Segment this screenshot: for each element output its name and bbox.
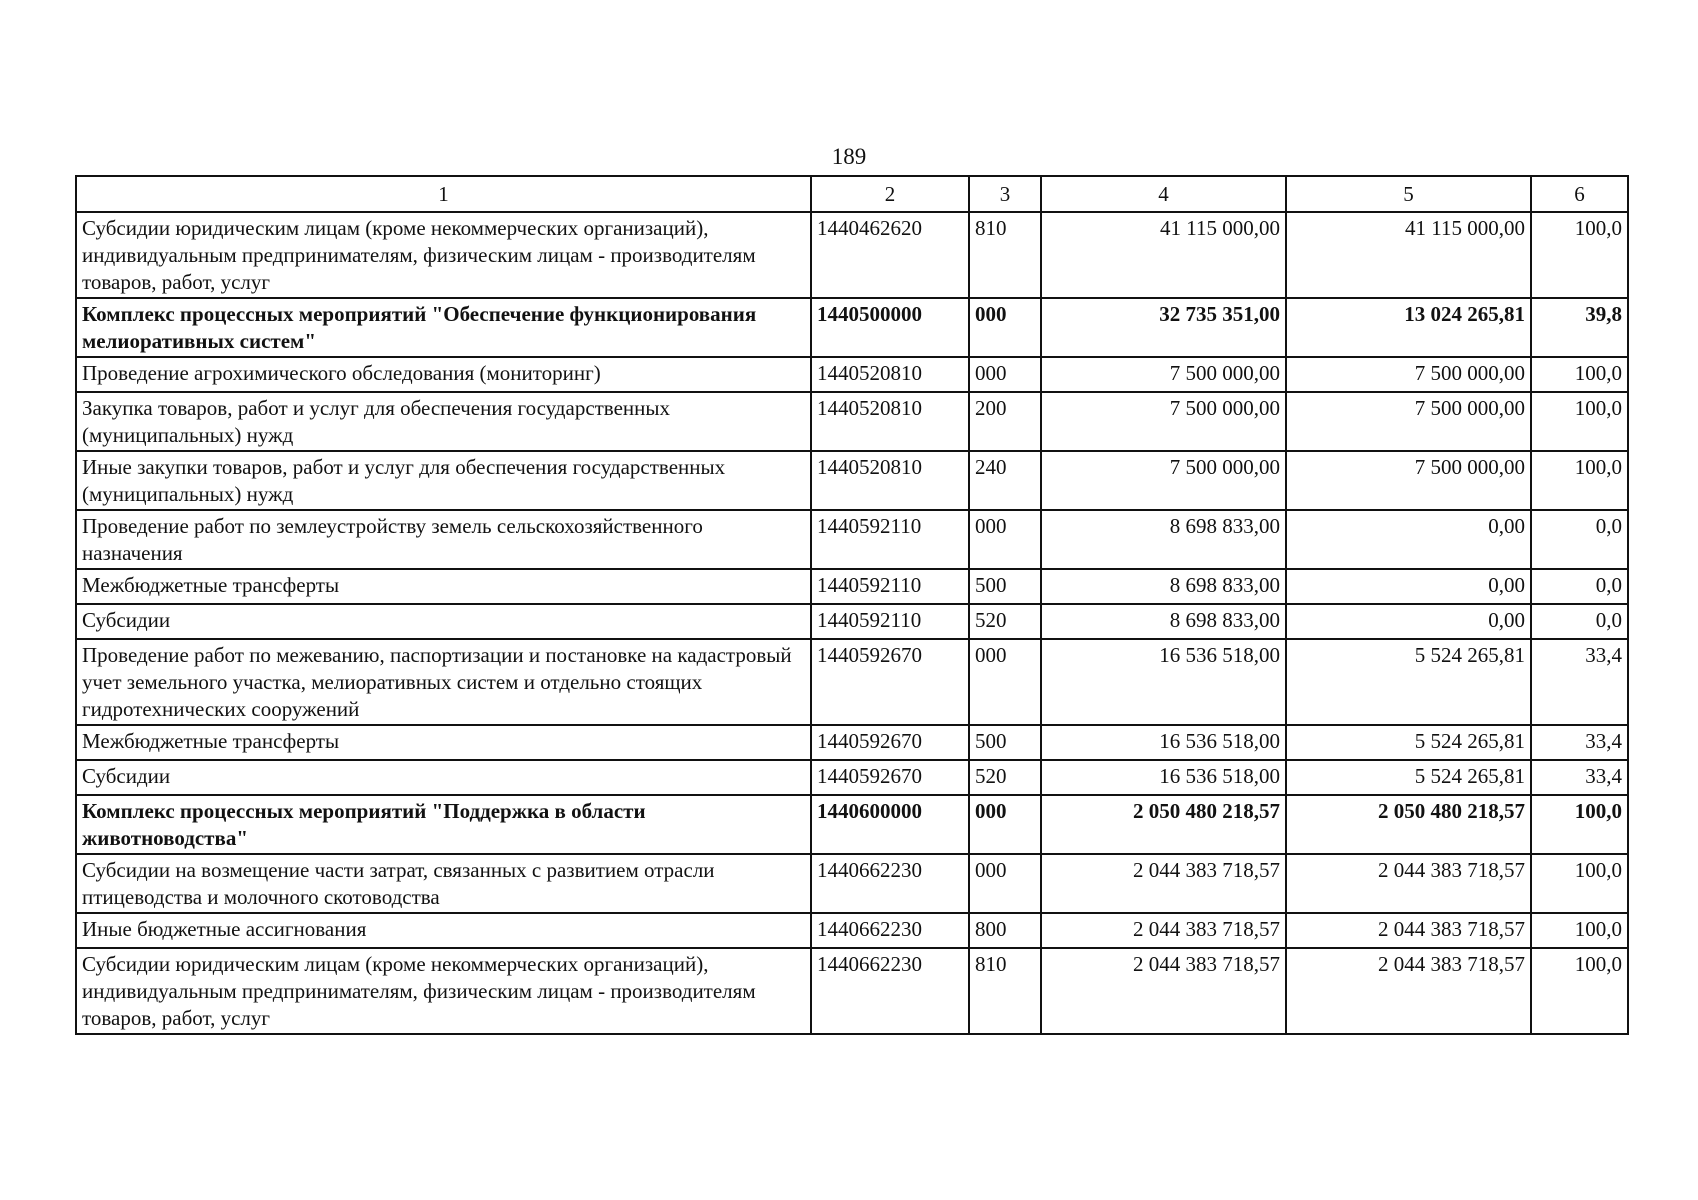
- row-name-cell: Проведение агрохимического обследования (мониторинг): [76, 357, 811, 392]
- row-plan-amount-cell: 7 500 000,00: [1041, 392, 1286, 451]
- row-expense-type-cell: 810: [969, 948, 1041, 1034]
- row-fact-amount-cell: 7 500 000,00: [1286, 451, 1531, 510]
- row-fact-amount-cell: 2 044 383 718,57: [1286, 948, 1531, 1034]
- row-expense-type-cell: 000: [969, 795, 1041, 854]
- table-row: [76, 357, 1628, 392]
- row-name-cell: Межбюджетные трансферты: [76, 569, 811, 604]
- row-percent-cell: 0,0: [1531, 569, 1628, 604]
- row-plan-amount-cell: 2 044 383 718,57: [1041, 948, 1286, 1034]
- table-row: [76, 854, 1628, 913]
- table-row: [76, 451, 1628, 510]
- row-expense-type-cell: 520: [969, 604, 1041, 639]
- row-name-cell: Межбюджетные трансферты: [76, 725, 811, 760]
- row-expense-type-cell: 500: [969, 569, 1041, 604]
- table-row: [76, 510, 1628, 569]
- row-name-cell: Комплекс процессных мероприятий "Поддержка в области животноводства": [76, 795, 811, 854]
- row-code-cell: 1440520810: [811, 392, 969, 451]
- row-plan-amount-cell: 16 536 518,00: [1041, 639, 1286, 725]
- table-body: [76, 212, 1628, 1034]
- row-fact-amount-cell: 0,00: [1286, 604, 1531, 639]
- header-row: [76, 176, 1628, 212]
- row-percent-cell: 0,0: [1531, 510, 1628, 569]
- row-percent-cell: 100,0: [1531, 451, 1628, 510]
- row-fact-amount-cell: 5 524 265,81: [1286, 639, 1531, 725]
- row-code-cell: 1440520810: [811, 357, 969, 392]
- row-name-cell: Иные закупки товаров, работ и услуг для обеспечения государственных (муниципальных) нужд: [76, 451, 811, 510]
- budget-table: [75, 175, 1629, 1035]
- row-expense-type-cell: 810: [969, 212, 1041, 298]
- row-name-cell: Проведение работ по землеустройству земель сельскохозяйственного назначения: [76, 510, 811, 569]
- table-row: [76, 569, 1628, 604]
- row-name-cell: Комплекс процессных мероприятий "Обеспечение функционирования мелиоративных систем": [76, 298, 811, 357]
- table-row: [76, 948, 1628, 1034]
- row-fact-amount-cell: 0,00: [1286, 510, 1531, 569]
- row-fact-amount-cell: 41 115 000,00: [1286, 212, 1531, 298]
- row-expense-type-cell: 000: [969, 357, 1041, 392]
- row-plan-amount-cell: 7 500 000,00: [1041, 357, 1286, 392]
- page-number: 189: [831, 144, 867, 169]
- column-header-4: 4: [1041, 176, 1286, 212]
- row-fact-amount-cell: 13 024 265,81: [1286, 298, 1531, 357]
- row-percent-cell: 100,0: [1531, 392, 1628, 451]
- table-row: [76, 604, 1628, 639]
- row-fact-amount-cell: 2 044 383 718,57: [1286, 854, 1531, 913]
- row-percent-cell: 39,8: [1531, 298, 1628, 357]
- row-fact-amount-cell: 7 500 000,00: [1286, 357, 1531, 392]
- row-expense-type-cell: 200: [969, 392, 1041, 451]
- column-header-2: 2: [811, 176, 969, 212]
- row-code-cell: 1440600000: [811, 795, 969, 854]
- row-name-cell: Субсидии: [76, 760, 811, 795]
- row-code-cell: 1440462620: [811, 212, 969, 298]
- table-row: [76, 760, 1628, 795]
- row-name-cell: Субсидии юридическим лицам (кроме некоммерческих организаций), индивидуальным предпринимателям, физическим лицам - производителям товаров, работ, услуг: [76, 948, 811, 1034]
- row-name-cell: Субсидии юридическим лицам (кроме некоммерческих организаций), индивидуальным предпринимателям, физическим лицам - производителям товаров, работ, услуг: [76, 212, 811, 298]
- table-row: [76, 212, 1628, 298]
- row-expense-type-cell: 800: [969, 913, 1041, 948]
- row-fact-amount-cell: 2 050 480 218,57: [1286, 795, 1531, 854]
- row-percent-cell: 33,4: [1531, 639, 1628, 725]
- row-percent-cell: 100,0: [1531, 854, 1628, 913]
- table-row: [76, 392, 1628, 451]
- row-code-cell: 1440662230: [811, 913, 969, 948]
- row-name-cell: Субсидии: [76, 604, 811, 639]
- row-code-cell: 1440520810: [811, 451, 969, 510]
- row-percent-cell: 33,4: [1531, 725, 1628, 760]
- row-percent-cell: 100,0: [1531, 913, 1628, 948]
- row-expense-type-cell: 000: [969, 854, 1041, 913]
- row-plan-amount-cell: 16 536 518,00: [1041, 760, 1286, 795]
- row-code-cell: 1440592110: [811, 604, 969, 639]
- row-expense-type-cell: 000: [969, 639, 1041, 725]
- row-plan-amount-cell: 8 698 833,00: [1041, 604, 1286, 639]
- row-expense-type-cell: 520: [969, 760, 1041, 795]
- row-fact-amount-cell: 5 524 265,81: [1286, 760, 1531, 795]
- row-fact-amount-cell: 0,00: [1286, 569, 1531, 604]
- row-percent-cell: 100,0: [1531, 948, 1628, 1034]
- row-name-cell: Проведение работ по межеванию, паспортизации и постановке на кадастровый учет земельного участка, мелиоративных систем и отдельно стоящих гидротехнических сооружений: [76, 639, 811, 725]
- row-expense-type-cell: 000: [969, 510, 1041, 569]
- row-name-cell: Закупка товаров, работ и услуг для обеспечения государственных (муниципальных) нужд: [76, 392, 811, 451]
- row-code-cell: 1440592110: [811, 569, 969, 604]
- row-expense-type-cell: 000: [969, 298, 1041, 357]
- row-percent-cell: 33,4: [1531, 760, 1628, 795]
- column-header-3: 3: [969, 176, 1041, 212]
- row-code-cell: 1440592670: [811, 760, 969, 795]
- table-header: [76, 176, 1628, 212]
- row-fact-amount-cell: 7 500 000,00: [1286, 392, 1531, 451]
- table-row: [76, 298, 1628, 357]
- column-header-5: 5: [1286, 176, 1531, 212]
- row-plan-amount-cell: 2 050 480 218,57: [1041, 795, 1286, 854]
- row-percent-cell: 100,0: [1531, 795, 1628, 854]
- row-name-cell: Иные бюджетные ассигнования: [76, 913, 811, 948]
- row-code-cell: 1440592670: [811, 725, 969, 760]
- column-header-6: 6: [1531, 176, 1628, 212]
- row-plan-amount-cell: 2 044 383 718,57: [1041, 913, 1286, 948]
- row-code-cell: 1440500000: [811, 298, 969, 357]
- row-code-cell: 1440592670: [811, 639, 969, 725]
- row-plan-amount-cell: 8 698 833,00: [1041, 569, 1286, 604]
- row-code-cell: 1440592110: [811, 510, 969, 569]
- row-percent-cell: 100,0: [1531, 357, 1628, 392]
- row-percent-cell: 100,0: [1531, 212, 1628, 298]
- row-name-cell: Субсидии на возмещение части затрат, связанных с развитием отрасли птицеводства и молочного скотоводства: [76, 854, 811, 913]
- column-header-1: 1: [76, 176, 811, 212]
- table-row: [76, 913, 1628, 948]
- row-percent-cell: 0,0: [1531, 604, 1628, 639]
- row-plan-amount-cell: 2 044 383 718,57: [1041, 854, 1286, 913]
- row-fact-amount-cell: 2 044 383 718,57: [1286, 913, 1531, 948]
- row-plan-amount-cell: 8 698 833,00: [1041, 510, 1286, 569]
- row-fact-amount-cell: 5 524 265,81: [1286, 725, 1531, 760]
- table-row: [76, 725, 1628, 760]
- table-row: [76, 795, 1628, 854]
- row-plan-amount-cell: 32 735 351,00: [1041, 298, 1286, 357]
- row-code-cell: 1440662230: [811, 948, 969, 1034]
- row-code-cell: 1440662230: [811, 854, 969, 913]
- table-row: [76, 639, 1628, 725]
- row-expense-type-cell: 500: [969, 725, 1041, 760]
- row-plan-amount-cell: 41 115 000,00: [1041, 212, 1286, 298]
- row-expense-type-cell: 240: [969, 451, 1041, 510]
- row-plan-amount-cell: 7 500 000,00: [1041, 451, 1286, 510]
- row-plan-amount-cell: 16 536 518,00: [1041, 725, 1286, 760]
